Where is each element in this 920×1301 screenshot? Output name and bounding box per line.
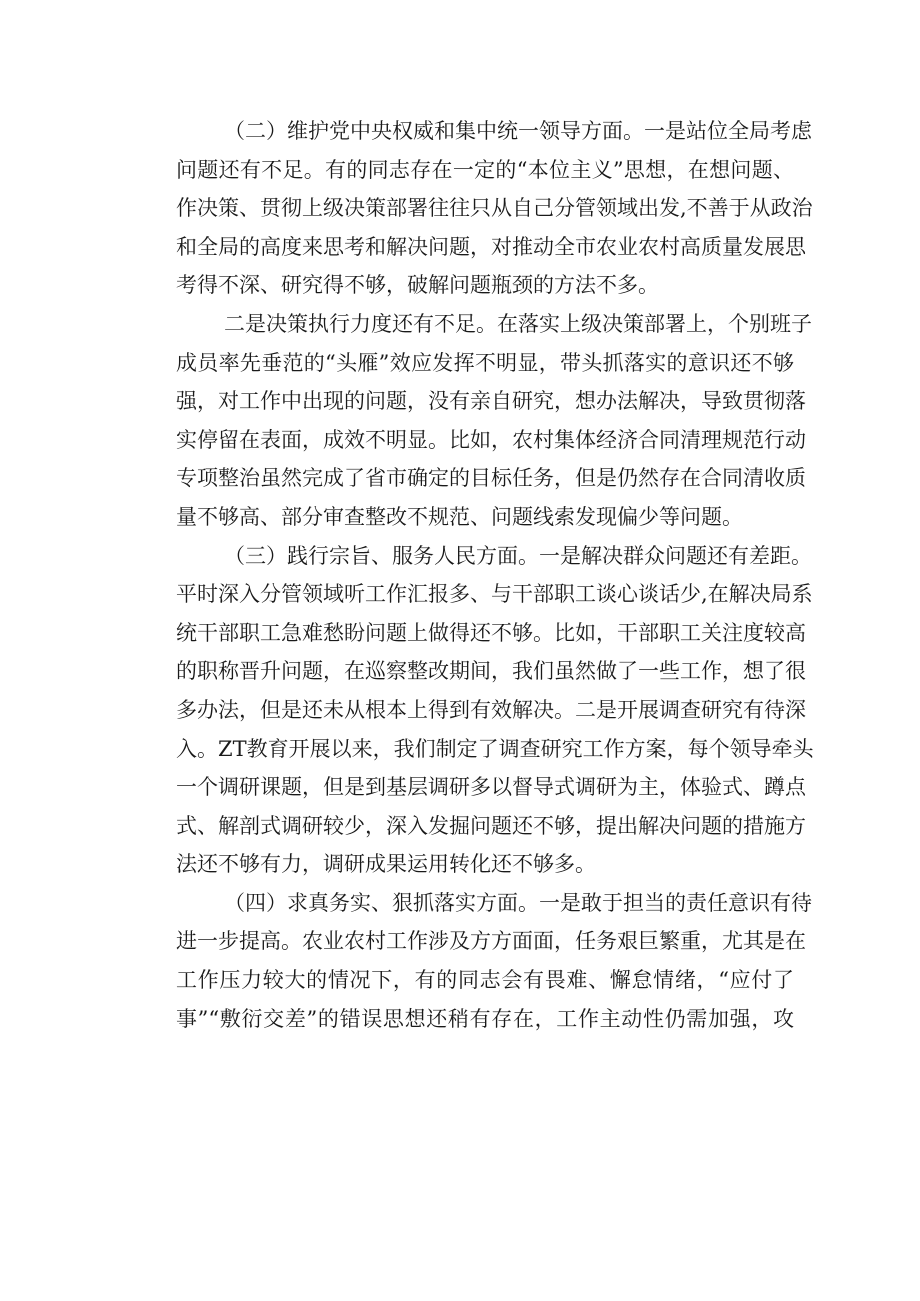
text-line: 二是决策执行力度还有不足。在落实上级决策部署上，个别班子 (224, 311, 812, 336)
paragraph-3 (134, 537, 814, 884)
text-line: 法还不够有力，调研成果运用转化还不够多。 (176, 852, 596, 877)
text-line: 事”“敷衍交差”的错误思想还稍有存在，工作主动性仍需加强，攻 (176, 1006, 794, 1031)
text-line: 的职称晋升问题，在巡察整改期间，我们虽然做了一些工作，想了很 (176, 659, 806, 684)
text-line: 入。ZT教育开展以来，我们制定了调查研究工作方案，每个领导牵头 (176, 736, 814, 761)
paragraph-decision-execution (134, 305, 812, 537)
text-line: 考得不深、研究得不够，破解问题瓶颈的方法不多。 (176, 273, 659, 298)
paragraph-2 (134, 112, 813, 305)
text-line: 量不够高、部分审查整改不规范、问题线索发现偏少等问题。 (176, 504, 743, 529)
text-line: 强，对工作中出现的问题，没有亲自研究，想办法解决，导致贯彻落 (176, 389, 806, 414)
text-line: 进一步提高。农业农村工作涉及方方面面，任务艰巨繁重，尤其是在 (176, 929, 806, 954)
text-line: 统干部职工急难愁盼问题上做得还不够。比如，干部职工关注度较高 (176, 620, 806, 645)
text-line: 和全局的高度来思考和解决问题，对推动全市农业农村高质量发展思 (176, 234, 806, 259)
text-line: 一个调研课题，但是到基层调研多以督导式调研为主，体验式、蹲点 (176, 775, 806, 800)
text-line: （三）践行宗旨、服务人民方面。一是解决群众问题还有差距。 (224, 543, 812, 568)
text-line: 成员率先垂范的“头雁”效应发挥不明显，带头抓落实的意识还不够 (176, 350, 794, 375)
text-line: 式、解剖式调研较少，深入发掘问题还不够，提出解决问题的措施方 (176, 813, 806, 838)
text-line: 专项整治虽然完成了省市确定的目标任务，但是仍然存在合同清收质 (176, 466, 806, 491)
text-line: （二）维护党中央权威和集中统一领导方面。一是站位全局考虑 (224, 119, 812, 143)
paragraph-4 (134, 884, 812, 1038)
text-line: 平时深入分管领域听工作汇报多、与干部职工谈心谈话少,在解决局系 (176, 582, 813, 607)
text-line: 多办法，但是还未从根本上得到有效解决。二是开展调查研究有待深 (176, 697, 806, 722)
text-line: 作决策、贯彻上级决策部署往往只从自己分管领域出发,不善于从政治 (176, 196, 813, 221)
text-line: 工作压力较大的情况下，有的同志会有畏难、懈怠情绪，“应付了 (176, 968, 794, 993)
document-body (134, 112, 814, 1038)
text-line: 实停留在表面，成效不明显。比如，农村集体经济合同清理规范行动 (176, 427, 806, 452)
text-line: 问题还有不足。有的同志存在一定的“本位主义”思想，在想问题、 (176, 157, 794, 182)
text-line: （四）求真务实、狠抓落实方面。一是敢于担当的责任意识有待 (224, 890, 812, 915)
